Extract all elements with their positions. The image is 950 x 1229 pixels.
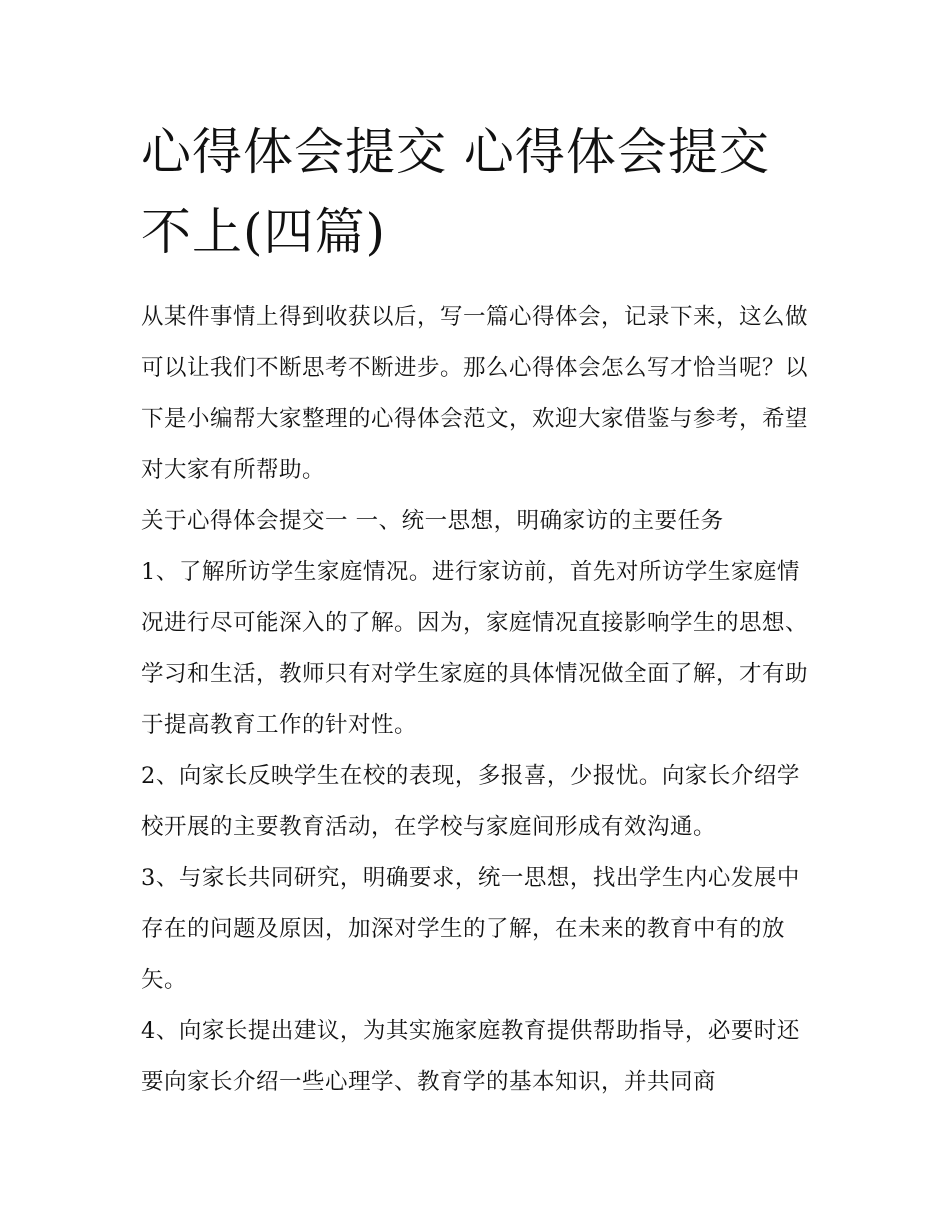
list-item-2: 2、向家长反映学生在校的表现，多报喜，少报忧。向家长介绍学校开展的主要教育活动，在学校与家庭间形成有效沟通。: [141, 763, 800, 840]
section-heading: 关于心得体会提交一 一、统一思想，明确家访的主要任务: [141, 508, 724, 534]
list-item-4: 4、向家长提出建议，为其实施家庭教育提供帮助指导，必要时还要向家长介绍一些心理学、教育学的基本知识，并共同商: [141, 1018, 800, 1095]
document-title: 心得体会提交 心得体会提交不上(四篇): [141, 123, 770, 261]
list-item-3: 3、与家长共同研究，明确要求，统一思想，找出学生内心发展中存在的问题及原因，加深对学生的了解，在未来的教育中有的放矢。: [141, 865, 800, 993]
document-page: [141, 112, 816, 1108]
intro-paragraph: 从某件事情上得到收获以后，写一篇心得体会，记录下来，这么做可以让我们不断思考不断进步。那么心得体会怎么写才恰当呢？以下是小编帮大家整理的心得体会范文，欢迎大家借鉴与参考，希望对大家有所帮助。: [141, 304, 809, 483]
list-item-1: 1、了解所访学生家庭情况。进行家访前，首先对所访学生家庭情况进行尽可能深入的了解。因为，家庭情况直接影响学生的思想、学习和生活，教师只有对学生家庭的具体情况做全面了解，才有助于提高教育工作的针对性。: [141, 559, 809, 738]
